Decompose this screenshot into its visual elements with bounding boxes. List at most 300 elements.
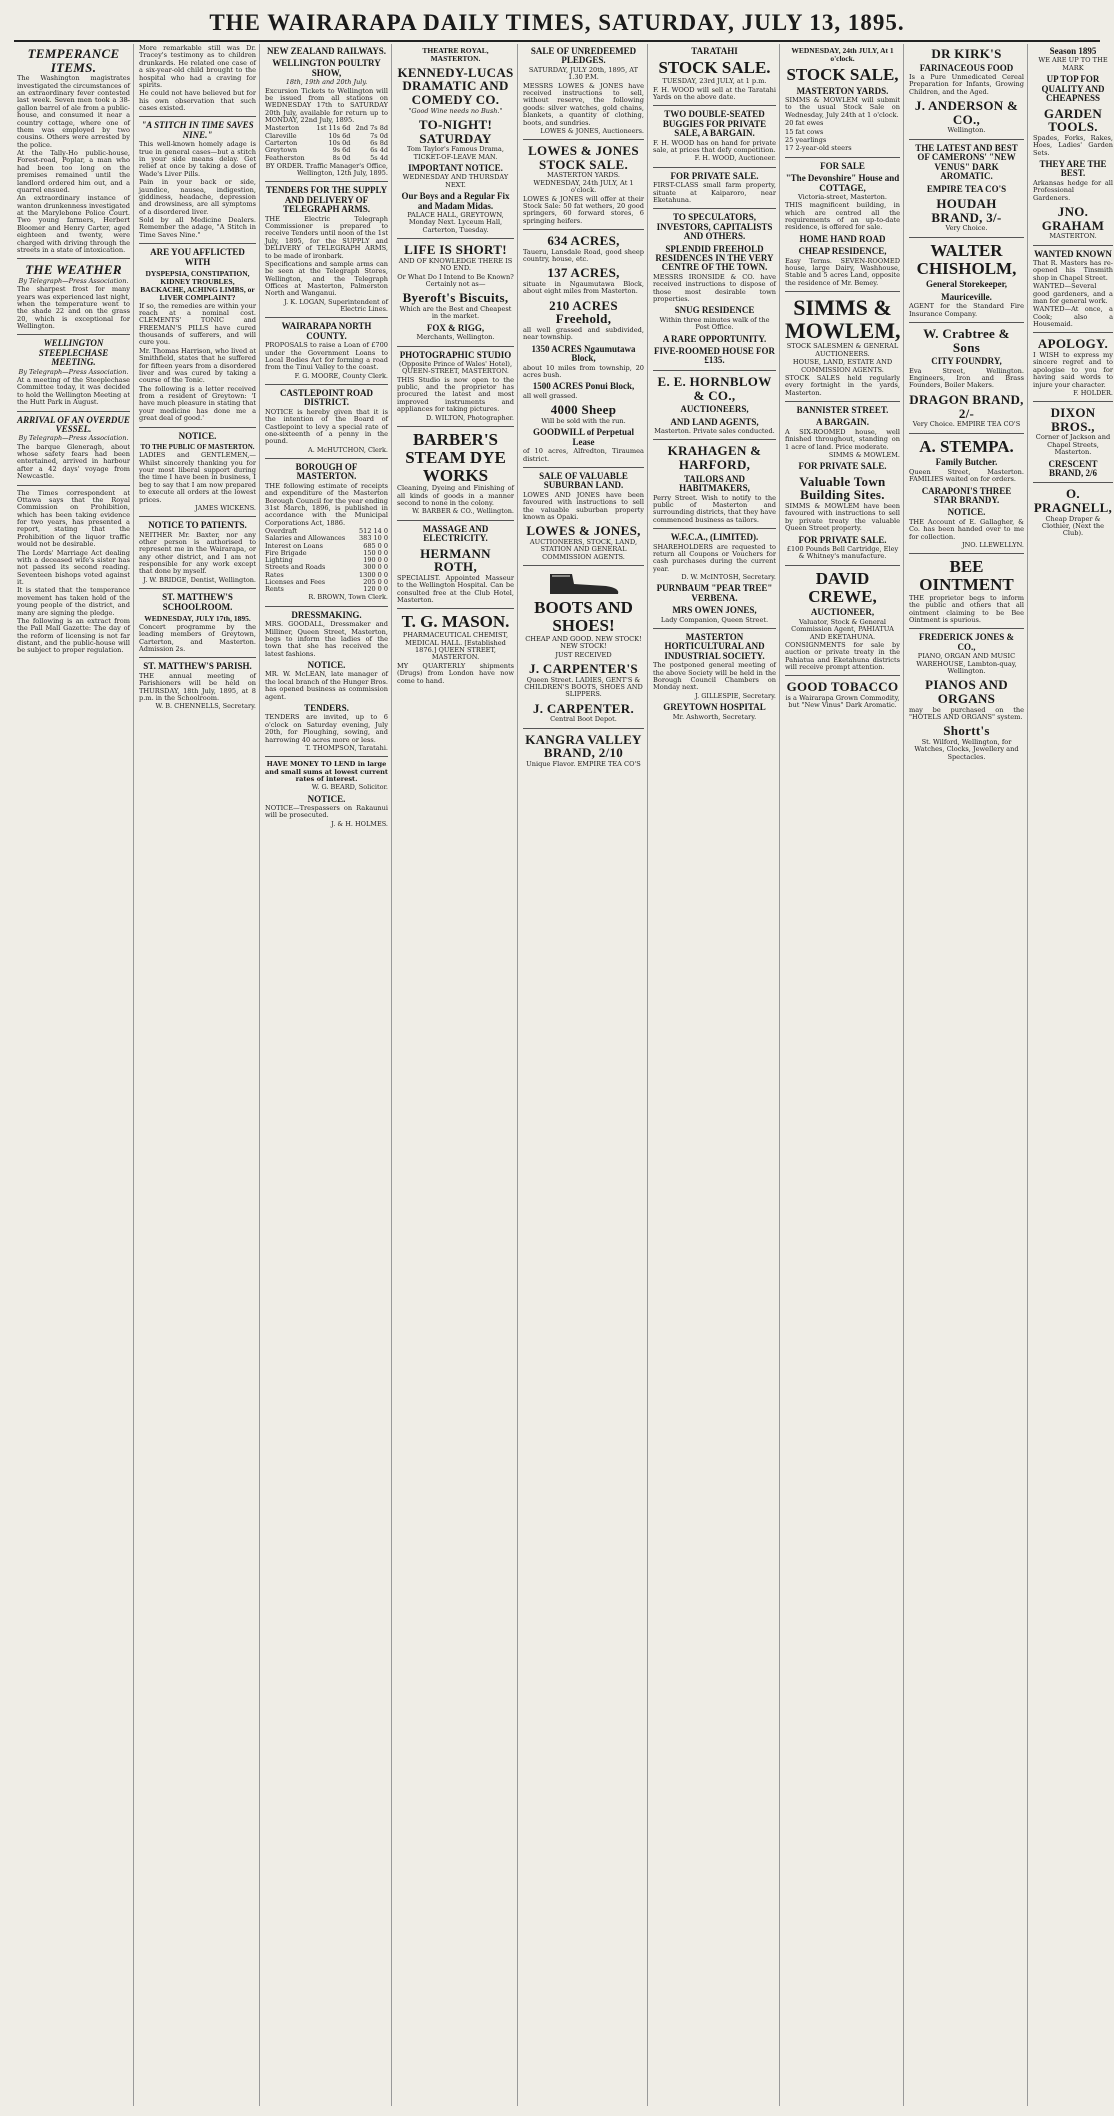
table-cell: 1300 0 0 <box>359 570 388 579</box>
divider <box>139 427 256 428</box>
graham-para: MASTERTON. <box>1049 232 1097 241</box>
pledges-signature: LOWES & JONES, Auctioneers. <box>540 126 644 135</box>
table-cell: Salaries and Allowances <box>265 534 346 543</box>
divider <box>523 229 644 230</box>
kirk-heading: DR KIRK'S <box>931 46 1002 61</box>
money-lend-notice: HAVE MONEY TO LEND in large and small sums at lowest current rates of interest. <box>265 760 388 783</box>
tobacco-heading: GOOD TOBACCO <box>786 679 899 695</box>
private-sale-heading: FOR PRIVATE SALE. <box>670 170 759 181</box>
hornblow-para: Masterton. Private sales conducted. <box>654 427 775 436</box>
table-cell: 205 0 0 <box>363 577 388 586</box>
divider <box>653 208 776 209</box>
pianos-heading: PIANOS AND ORGANS <box>925 677 1008 707</box>
plays-heading: Our Boys and a Regular Fix and Madam Midas. <box>401 191 510 211</box>
column-9 <box>1030 44 1114 2106</box>
kangra-heading: KANGRA VALLEY BRAND, 2/10 <box>525 731 642 761</box>
roth-para: SPECIALIST. Appointed Masseur to the Wellington Hospital. Can be consulted free at the Club Hotel, Masterton. <box>397 573 514 605</box>
afflicted-para-3: The following is a letter received from a resident of Greytown: 'I have much pleasure in stating that your medicine has done me a great deal of good.' <box>139 384 256 423</box>
table-cell: 10s 6d <box>328 131 351 140</box>
dressmaking-heading: DRESSMAKING. <box>291 609 362 620</box>
table-cell: 7s 0d <box>370 131 388 140</box>
divider <box>909 237 1024 238</box>
divider <box>397 520 514 521</box>
acres-1500-para: all well grassed. <box>523 391 578 400</box>
article-para-9: It is stated that the temperance movement has taken hold of the young people of the district, and many are signing the pledge. <box>17 586 130 617</box>
divider <box>265 317 388 318</box>
acres-137-heading: 137 ACRES, <box>547 265 620 281</box>
suburban-para: LOWES AND JONES have been favoured with instructions to sell the valuable suburban property known as Opaki. <box>523 490 644 521</box>
column-3 <box>262 44 392 2106</box>
castlepoint-signature: A. McHUTCHON, Clerk. <box>308 445 388 454</box>
tenders-heading: TENDERS. <box>304 702 349 713</box>
notice-para: LADIES and GENTLEMEN,—Whilst sincerely thanking you for your most liberal support during the time I have been in business, I beg to say that I am now prepared to execute all orders at the lowest prices. <box>139 451 256 504</box>
five-roomed-heading: FIVE-ROOMED HOUSE FOR £135. <box>653 346 775 366</box>
studio-para: THIS Studio is now open to the public, and the proprietor has procured the latest and most improved instruments and appliances for taking pictures. <box>397 375 514 414</box>
divider <box>17 411 130 412</box>
lowes-jones-heading: LOWES & JONES, <box>526 523 641 539</box>
garden-tools-para: Spades, Forks, Rakes, Hoes, Ladies' Garden Sets. <box>1033 133 1113 157</box>
stock-sale-para: LOWES & JONES will offer at their Stock Sale: 50 fat wethers, 20 good springers, 60 forward stores, 6 springing heifers. <box>523 194 644 225</box>
tenders-para: TENDERS are invited, up to 6 o'clock on Saturday evening, July 20th, for Ploughing, sowing, and harrowing 40 acres more or less. <box>265 713 388 744</box>
anderson-heading: J. ANDERSON & CO., <box>914 98 1019 127</box>
divider <box>785 291 900 292</box>
masthead <box>14 8 1100 42</box>
boot-icon <box>544 570 624 596</box>
telegraph-para-2: Specifications and sample arms can be seen at the Telegraph Stores, Wellington, and the Telegraph Offices at Masterton, Palmerston North and Wanganui. <box>265 259 388 298</box>
horticultural-para: The postponed general meeting of the above Society will be held in the Borough Council Chambers on Monday next. <box>653 661 776 692</box>
foundry-heading: CITY FOUNDRY, <box>931 356 1002 367</box>
divider <box>653 439 776 440</box>
notice-heading: NOTICE. <box>178 430 217 441</box>
divider <box>1033 401 1113 402</box>
fox-rigg-para: Merchants, Wellington. <box>416 333 495 342</box>
season-heading: Season 1895 <box>1049 46 1097 56</box>
wanted-para-3: WANTED—At once, a Cook; also a Housemaid. <box>1033 305 1113 328</box>
fare-row <box>265 155 388 162</box>
crewe-para: CONSIGNMENTS for sale by auction or private treaty in the Pahiatua and Eketahuna districts will receive prompt attention. <box>785 640 900 672</box>
stock-sale-heading: STOCK SALE, <box>786 64 899 84</box>
kirk-para: Is a Pure Unmedicated Cereal Preparation for Infants, Growing Children, and the Aged. <box>909 73 1024 96</box>
column-4 <box>394 44 518 2106</box>
graham-heading: JNO. GRAHAM <box>1041 203 1105 233</box>
table-cell: Fire Brigade <box>265 548 307 557</box>
hospital-para: Mr. Ashworth, Secretary. <box>672 712 757 721</box>
shortt-para: St. Wilford, Wellington, for Watches, Clocks, Jewellery and Spectacles. <box>914 738 1019 761</box>
table-cell: 685 0 0 <box>363 541 388 550</box>
steeplechase-byline: By Telegraph—Press Association. <box>18 367 129 376</box>
dye-works-para: Cleaning, Dyeing and Finishing of all kinds of goods in a manner second to none in the colony. <box>397 484 514 508</box>
poultry-para: Excursion Tickets to Wellington will be issued from all stations on WEDNESDAY 17th to SATURDAY 20th July, available for return up to MONDAY, 22nd July, 1895. <box>265 86 388 125</box>
dragon-heading: DRAGON BRAND, 2/- <box>909 391 1024 421</box>
snug-para: Within three minutes walk of the Post Office. <box>659 315 770 332</box>
fares-table <box>265 125 388 161</box>
divider <box>1033 332 1113 333</box>
telegraph-signature: J. K. LOGAN, Superintendent of Electric Lines. <box>283 297 388 314</box>
castlepoint-heading: CASTLEPOINT ROAD DISTRICT. <box>279 387 374 408</box>
borough-heading: BOROUGH OF MASTERTON. <box>295 461 358 482</box>
for-sale-heading: FOR SALE <box>820 160 865 171</box>
notice-heading: NOTICE. <box>947 507 986 518</box>
county-para: PROPOSALS to raise a Loan of £700 under the Government Loans to Local Bodies Act for forming a road from the Tinui Valley to the coast. <box>265 341 388 372</box>
cheap-residence-heading: CHEAP RESIDENCE, <box>798 246 887 257</box>
owen-jones-para: Lady Companion, Queen Street. <box>660 615 769 624</box>
bee-heading: BEE OINTMENT <box>919 557 1014 595</box>
list-item: 20 fat ewes <box>785 119 824 128</box>
table-cell: 1st 11s 6d <box>316 124 351 133</box>
divider <box>139 116 256 117</box>
buggies-signature: F. H. WOOD, Auctioneer. <box>694 154 776 163</box>
acres-137-para: situate in Ngaumutawa Block, about eight miles from Masterton. <box>523 280 644 296</box>
apology-signature: F. HOLDER. <box>1073 388 1113 397</box>
vessel-heading: ARRIVAL OF AN OVERDUE VESSEL. <box>17 414 130 434</box>
column-5 <box>520 44 648 2106</box>
list-item: 25 yearlings <box>785 135 827 144</box>
table-cell: 190 0 0 <box>363 556 388 565</box>
acres-634-para: Taueru, Lansdale Road, good sheep country, house, etc. <box>523 247 644 264</box>
hospital-heading: GREYTOWN HOSPITAL <box>663 702 766 713</box>
life-short-para-1: AND OF KNOWLEDGE THERE IS NO END. <box>398 256 513 273</box>
taratahi-heading: TARATAHI <box>691 46 738 56</box>
wfca-heading: W.F.C.A., (LIMITED). <box>670 532 759 543</box>
divider <box>653 528 776 529</box>
county-signature: F. G. MOORE, County Clerk. <box>294 371 388 380</box>
divider <box>653 105 776 106</box>
building-sites-para: SIMMS & MOWLEM have been favoured with instructions to sell by private treaty the valuable Queen Street property. <box>785 502 900 533</box>
divider <box>265 384 388 385</box>
table-cell: 9s 6d <box>332 146 351 155</box>
divider <box>17 485 130 486</box>
krahagen-para: Perry Street. Wish to notify to the public of Masterton and surrounding districts, that they have commenced business as tailors. <box>653 493 776 524</box>
mason-para: MY QUARTERLY shipments (Drugs) from London have now come to hand. <box>397 661 514 685</box>
parish-para: THE annual meeting of Parishioners will be held on THURSDAY, 18th July, 1895, at 8 p.m. in the Schoolroom. <box>139 671 256 702</box>
trespass-para: NOTICE—Trespassers on Rakaunui will be prosecuted. <box>265 804 388 820</box>
table-cell: 2nd 7s 8d <box>355 124 388 133</box>
krahagen-sub: TAILORS AND HABITMAKERS, <box>679 473 750 494</box>
table-cell: 5s 4d <box>370 153 388 162</box>
plays-para: PALACE HALL, GREYTOWN, Monday Next. Lyceum Hall, Carterton, Tuesday. <box>407 211 504 234</box>
afflicted-heading: ARE YOU AFFLICTED WITH <box>150 247 245 267</box>
important-notice-heading: IMPORTANT NOTICE. <box>408 162 503 173</box>
mason-heading: T. G. MASON. <box>401 612 510 632</box>
tenders-signature: T. THOMPSON, Taratahi. <box>305 743 388 752</box>
important-notice-para: WEDNESDAY AND THURSDAY NEXT. <box>402 173 509 189</box>
theatre-heading: THEATRE ROYAL, MASTERTON. <box>422 46 489 63</box>
vessel-byline: By Telegraph—Press Association. <box>18 434 129 443</box>
crewe-address: Valuator, Stock & General Commission Agent, PAHIATUA AND EKETAHUNA. <box>791 617 894 641</box>
snug-heading: SNUG RESIDENCE <box>674 305 755 316</box>
bee-para: THE proprietor begs to inform the public and others that all ointment claiming to be Bee Ointment is spurious. <box>909 593 1024 625</box>
garden-tools-heading: GARDEN TOOLS. <box>1043 105 1103 135</box>
shortt-heading: Shortt's <box>943 723 990 739</box>
table-cell: 6s 4d <box>370 146 388 155</box>
poultry-heading: WELLINGTON POULTRY SHOW, <box>272 58 381 78</box>
table-cell: 150 0 0 <box>363 548 388 557</box>
boots-tagline: CHEAP AND GOOD. NEW STOCK! NEW STOCK! <box>525 634 642 651</box>
wfca-signature: D. W. McINTOSH, Secretary. <box>681 573 776 582</box>
taratahi-para: F. H. WOOD will sell at the Taratahi Yards on the above date. <box>653 85 776 102</box>
schoolroom-date: WEDNESDAY, JULY 17th, 1895. <box>144 614 251 623</box>
divider <box>909 433 1024 434</box>
studio-heading: PHOTOGRAPHIC STUDIO <box>399 349 512 360</box>
bargain-para: A SIX-ROOMED house, well finished throughout, standing on 1 acre of land. Price moderate. <box>785 427 900 451</box>
goodwill-heading: GOODWILL of Perpetual Lease <box>533 427 634 447</box>
table-cell: Clareville <box>265 131 297 140</box>
verbena-heading: PURNBAUM "PEAR TREE" VERBENA. <box>656 583 773 603</box>
residences-para: MESSRS IRONSIDE & CO. have received instructions to dispose of those most desirable town properties. <box>653 272 776 304</box>
telegraph-para-1: THE Electric Telegraph Commissioner is prepared to receive Tenders until noon of the 1st July, 1895, for the SUPPLY and DELIVERY of TELEGRAPH ARMS, to be made of ironbark. <box>265 214 388 260</box>
home-road-heading: HOME HAND ROAD <box>799 233 886 244</box>
buggies-para: F. H. WOOD has on hand for private sale, at prices that defy competition. <box>653 138 776 155</box>
stock-sale-sub: MASTERTON YARDS. <box>796 85 889 96</box>
owen-jones-heading: MRS OWEN JONES, <box>672 605 757 616</box>
wfca-para: SHAREHOLDERS are requested to return all Coupons or Vouchers for cash purchases during the current year. <box>653 542 776 573</box>
horticultural-heading: MASTERTON HORTICULTURAL AND INDUSTRIAL SOCIETY. <box>664 632 765 661</box>
table-cell: 10s 0d <box>328 138 351 147</box>
pledges-date: SATURDAY, JULY 20th, 1895, AT 1.30 P.M. <box>528 65 639 82</box>
cartridge-para: £100 Pounds Bell Cartridge, Eley & Whitney's manufacture. <box>786 544 899 561</box>
columns <box>14 44 1113 2106</box>
company-quote: "Good Wine needs no Bush." <box>408 106 503 115</box>
acres-1350-heading: 1350 ACRES Ngaumutawa Block, <box>531 343 636 364</box>
company-heading: KENNEDY-LUCAS DRAMATIC AND COMEDY CO. <box>397 64 514 108</box>
steeplechase-heading: WELLINGTON STEEPLECHASE MEETING. <box>38 338 109 368</box>
mason-address: PHARMACEUTICAL CHEMIST, MEDICAL HALL. [Established 1876.] QUEEN STREET, MASTERTON. <box>402 631 509 662</box>
horticultural-signature: J. GILLESPIE, Secretary. <box>694 691 776 700</box>
temperance-heading: TEMPERANCE ITEMS. <box>27 46 120 75</box>
houdah-heading: HOUDAH BRAND, 3/- <box>931 196 1002 225</box>
divider <box>265 458 388 459</box>
simms-mowlem-heading: SIMMS & MOWLEM, <box>785 295 901 344</box>
dixon-para: Corner of Jackson and Chapel Streets, Masterton. <box>1035 433 1111 457</box>
houdah-para: Very Choice. <box>945 224 988 233</box>
telegraph-heading: TENDERS FOR THE SUPPLY AND DELIVERY OF TELEGRAPH ARMS. <box>265 185 388 215</box>
simms-mowlem-sub-1: STOCK SALESMEN & GENERAL AUCTIONEERS. <box>786 342 899 358</box>
divider <box>1033 245 1113 246</box>
divider <box>17 334 130 335</box>
simms-mowlem-sub-2: HOUSE, LAND, ESTATE AND COMMISSION AGENTS. <box>792 358 893 374</box>
afflicted-para-1: If so, the remedies are within your reach at a nominal cost. CLEMENTS' TONIC and FREEMAN'S PILLS have cured thousands of sufferers, and will cure you. <box>139 301 256 347</box>
devonshire-heading: "The Devonshire" House and COTTAGE, <box>785 173 900 193</box>
table-cell: Overdraft <box>265 527 298 536</box>
massage-heading: MASSAGE AND ELECTRICITY. <box>422 523 489 544</box>
dressmaking-para: MRS. GOODALL, Dressmaker and Milliner, Queen Street, Masterton, begs to inform the ladies of the town that she has received the latest fashions. <box>265 620 388 658</box>
stitch-para-1: This well-known homely adage is true in general cases—but a stitch in your side means delay. Get relief at once by taking a dose of Wade's Liver Pills. <box>139 140 256 178</box>
devonshire-address: Victoria-street, Masterton. <box>797 192 888 201</box>
stitch-para-3: Sold by all Medicine Dealers. Remember the adage, "A Stitch in Time Saves Nine." <box>139 216 256 239</box>
divider <box>523 467 644 468</box>
patients-signature: J. W. BRIDGE, Dentist, Wellington. <box>143 575 256 584</box>
table-cell: 300 0 0 <box>363 563 388 572</box>
table-cell: Masterton <box>265 124 300 133</box>
tonight-heading: TO-NIGHT! SATURDAY <box>418 116 493 146</box>
patients-para: NEITHER Mr. Baxter, nor any other person is authorised to represent me in the Wairarapa, or any other district, and I am not responsible for any work except that done by myself. <box>139 530 256 576</box>
table-cell: Greytown <box>265 146 298 155</box>
steeplechase-para: At a meeting of the Steeplechase Committee today, it was decided to hold the Wellington Meeting at the Hutt Park in August. <box>17 376 130 407</box>
up-top-heading: UP TOP FOR QUALITY AND CHEAPNESS <box>1041 74 1105 104</box>
acres-634-heading: 634 ACRES, <box>547 233 620 249</box>
stitch-heading: "A STITCH IN TIME SAVES NINE." <box>141 120 254 140</box>
life-short-heading: LIFE IS SHORT! <box>404 242 507 258</box>
divider <box>523 728 644 729</box>
apology-heading: APOLOGY. <box>1037 336 1109 352</box>
jones-para: PIANO, ORGAN AND MUSIC WAREHOUSE, Lambton-quay, Wellington. <box>916 652 1017 676</box>
life-short-para-2: Or What Do I Intend to Be Known? Certainly not as— <box>397 272 514 288</box>
acres-210-heading: 210 ACRES Freehold, <box>549 297 618 327</box>
table-cell: 512 14 0 <box>359 527 388 536</box>
divider <box>265 181 388 182</box>
stock-sale-para: SIMMS & MOWLEM will submit to the usual Stock Sale on Wednesday, July 24th at 1 o'clock. <box>785 96 900 119</box>
divider <box>909 139 1024 140</box>
trespass-signature: J. & H. HOLMES. <box>331 819 388 828</box>
chisholm-heading: WALTER CHISHOLM, <box>916 240 1017 278</box>
bargain-heading: A BARGAIN. <box>815 417 869 428</box>
article-para-10: The following is an extract from the Pall Mall Gazette: The day of the reform of licensing is not far distant, and the public-house will be subject to proper regulation. <box>17 616 130 655</box>
parish-heading: ST. MATTHEW'S PARISH. <box>143 661 252 672</box>
table-cell: Licenses and Fees <box>265 577 326 586</box>
acres-1350-para: about 10 miles from township, 20 acres bush. <box>523 363 644 380</box>
temperance-para-1: The Washington magistrates investigated the circumstances of an extraordinary fever contested last week. Seven men took a 38-gallon barrel of ale from a public-house, and consumed it near a country cottage, where one of them was employed by two cousins. Others were arrested by the police. <box>17 74 130 149</box>
crabtree-para: Eva Street, Wellington. Engineers, Iron and Brass Founders, Boiler Makers. <box>909 366 1024 390</box>
divider <box>785 401 900 402</box>
divider <box>1033 482 1113 483</box>
mauriceville-heading: Mauriceville. <box>941 291 992 302</box>
kangra-para: Unique Flavor. EMPIRE TEA CO'S <box>526 759 641 768</box>
trespass-heading: NOTICE. <box>307 793 346 804</box>
patients-heading: NOTICE TO PATIENTS. <box>148 520 247 531</box>
suburban-heading: SALE OF VALUABLE SUBURBAN LAND. <box>539 470 628 491</box>
article-para-2: He could not have believed but for his own observation that such cases existed. <box>139 89 256 112</box>
column-2 <box>136 44 260 2106</box>
crescent-heading: CRESCENT BRAND, 2/6 <box>1048 458 1098 478</box>
receipt-row <box>265 586 388 593</box>
notice-signature: JAMES WICKENS. <box>194 503 256 512</box>
lowes-jones-para: AUCTIONEERS, STOCK, LAND, STATION AND GENERAL COMMISSION AGENTS. <box>529 537 638 561</box>
table-cell: Featherston <box>265 153 305 162</box>
jones-heading: FREDERICK JONES & CO., <box>918 632 1014 652</box>
pragnell-para: Cheap Draper & Clothier, (Next the Club). <box>1041 514 1105 538</box>
fox-rigg-heading: FOX & RIGG, <box>426 322 485 333</box>
money-lend-signature: W. G. BEARD, Solicitor. <box>311 783 388 792</box>
private-sale-heading: FOR PRIVATE SALE. <box>798 461 887 472</box>
carpenter-heading: J. CARPENTER'S <box>529 660 638 676</box>
bargain-signature: SIMMS & MOWLEM. <box>828 451 900 460</box>
dye-works-signature: W. BARBER & CO., Wellington. <box>412 507 514 516</box>
stock-sale-date: WEDNESDAY, 24th JULY, At 1 o'clock. <box>791 46 894 63</box>
speculators-heading: TO SPECULATORS, INVESTORS, CAPITALISTS AND OTHERS. <box>656 212 773 242</box>
simms-mowlem-para: STOCK SALES held regularly every fortnight in the yards, Masterton. <box>785 373 900 397</box>
butcher-heading: Family Butcher. <box>935 457 998 468</box>
castlepoint-para: NOTICE is hereby given that it is the intention of the Board of Castlepoint to levy a special rate of one-sixteenth of a penny in the pound. <box>265 407 388 446</box>
notice-subheading: TO THE PUBLIC OF MASTERTON. <box>140 442 255 451</box>
cheap-residence-para: Easy Terms. SEVEN-ROOMED house, large Dairy, Washhouse, Stable and 5 acres Land, opposite the residence of Mr. Bemey. <box>785 256 900 287</box>
table-cell: 6s 8d <box>370 138 388 147</box>
newspaper-title: THE WAIRARAPA DAILY TIMES, SATURDAY, JULY 13, 1895. <box>209 10 905 35</box>
article-para-8: The Lords' Marriage Act dealing with a deceased wife's sister has not passed its second reading. Seventeen bishops voted against it. <box>17 548 130 587</box>
vessel-para: The barque Gleneragh, about whose safety fears had been entertained, arrived in harbour after a 42 days' voyage from Newcastle. <box>17 442 130 481</box>
storekeeper-heading: General Storekeeper, <box>926 279 1007 290</box>
stock-sale-date: MASTERTON YARDS. WEDNESDAY, 24th JULY, At 1 o'clock. <box>533 171 634 195</box>
krahagen-heading: KRAHAGEN & HARFORD, <box>667 443 762 473</box>
taratahi-date: TUESDAY, 23rd JULY, at 1 p.m. <box>662 77 767 86</box>
empire-tea-heading: EMPIRE TEA CO'S <box>926 183 1007 194</box>
venus-heading: THE LATEST AND BEST OF CAMERONS' "NEW VENUS" DARK AROMATIC. <box>915 142 1018 182</box>
divider <box>397 608 514 609</box>
bannister-heading: BANNISTER STREET. <box>796 405 889 416</box>
stempa-heading: A. STEMPA. <box>919 436 1014 456</box>
crewe-sub: AUCTIONEER, <box>810 607 875 618</box>
divider <box>397 346 514 347</box>
divider <box>653 167 776 168</box>
goodwill-para: of 10 acres, Alfredton, Tiraumea district. <box>523 447 644 463</box>
hornblow-sub-1: AUCTIONEERS, <box>680 404 749 415</box>
divider <box>139 657 256 658</box>
wanted-para-1: That R. Masters has re-opened his Tinsmith shop in Chapel Street. <box>1033 259 1113 282</box>
stock-list <box>785 120 900 153</box>
divider <box>265 606 388 607</box>
divider <box>785 157 900 158</box>
weather-byline: By Telegraph—Press Association. <box>18 276 129 285</box>
table-cell: Lighting <box>265 556 293 565</box>
acres-210-para: all well grassed and subdivided, near township. <box>523 326 644 342</box>
column-7 <box>782 44 904 2106</box>
poultry-dates: 18th, 19th and 20th July. <box>285 78 368 87</box>
just-received: JUST RECEIVED <box>555 650 612 659</box>
divider <box>265 756 388 757</box>
pianos-para: may be purchased on the "HOTELS AND ORGANS" system. <box>909 705 1024 722</box>
kirk-sub: FARINACEOUS FOOD <box>919 62 1014 73</box>
divider <box>397 426 514 427</box>
anderson-para: Wellington. <box>947 126 986 135</box>
afflicted-para-2: Mr. Thomas Harrison, who lived at Smithfield, states that he suffered for fifteen years from a disordered liver and was cured by taking a course of the Tonic. <box>139 346 256 385</box>
borough-signature: R. BROWN, Town Clerk. <box>308 593 388 602</box>
wanted-para-2: WANTED—Several good gardeners, and a man for general work. <box>1033 282 1113 305</box>
carpenter-para: Queen Street. LADIES, GENT'S & CHILDREN'S BOOTS, SHOES AND SLIPPERS. <box>524 675 643 699</box>
divider <box>785 675 900 676</box>
divider <box>653 628 776 629</box>
private-sale-heading-2: FOR PRIVATE SALE. <box>798 534 887 545</box>
divider <box>523 565 644 566</box>
opportunity-heading: A RARE OPPORTUNITY. <box>662 333 767 344</box>
best-para: Arkansas hedge for all Professional Gardeners. <box>1033 178 1113 202</box>
divider <box>139 516 256 517</box>
divider <box>139 243 256 244</box>
column-6 <box>650 44 780 2106</box>
taratahi-stock-heading: STOCK SALE. <box>658 58 771 78</box>
schoolroom-para: Concert programme by the leading members of Greytown, Carterton, and Masterton. Admission 2s. <box>139 622 256 653</box>
divider <box>139 588 256 589</box>
stitch-para-2: Pain in your back or side, jaundice, nausea, indigestion, giddiness, headache, depression and drowsiness, are all symptoms of a disordered liver. <box>139 178 256 216</box>
divider <box>523 139 644 140</box>
divider <box>785 565 900 566</box>
list-item: 15 fat cows <box>785 127 824 136</box>
studio-address: (Opposite Prince of Wales' Hotel), QUEEN-STREET, MASTERTON. <box>398 359 513 376</box>
table-cell: Rents <box>265 585 284 594</box>
divider <box>17 258 130 259</box>
list-item: 17 2-year-old steers <box>785 144 852 153</box>
afflicted-subheading: DYSPEPSIA, CONSTIPATION, KIDNEY TROUBLES, BACKACHE, ACHING LIMBS, or LIVER COMPLAINT? <box>140 269 255 302</box>
table-cell: 8s 0d <box>332 153 351 162</box>
crewe-heading: DAVID CREWE, <box>808 568 877 606</box>
acres-1500-heading: 1500 ACRES Ponui Block, <box>532 381 635 392</box>
parish-signature: W. B. CHENNELLS, Secretary. <box>155 702 256 711</box>
boot-depot: Central Boot Depot. <box>550 715 617 724</box>
receipts-table <box>265 572 388 594</box>
notice-para: MR. W. McLEAN, late manager of the local branch of the Hunger Bros. has opened business as commission agent. <box>265 670 388 701</box>
pledges-heading: SALE OF UNREDEEMED PLEDGES. <box>530 46 637 66</box>
season-para: WE ARE UP TO THE MARK <box>1038 56 1108 72</box>
sheep-para: Will be sold with the run. <box>541 416 626 425</box>
private-sale-para: FIRST-CLASS small farm property, situate at Kaiparoro, near Eketahuna. <box>653 181 776 204</box>
